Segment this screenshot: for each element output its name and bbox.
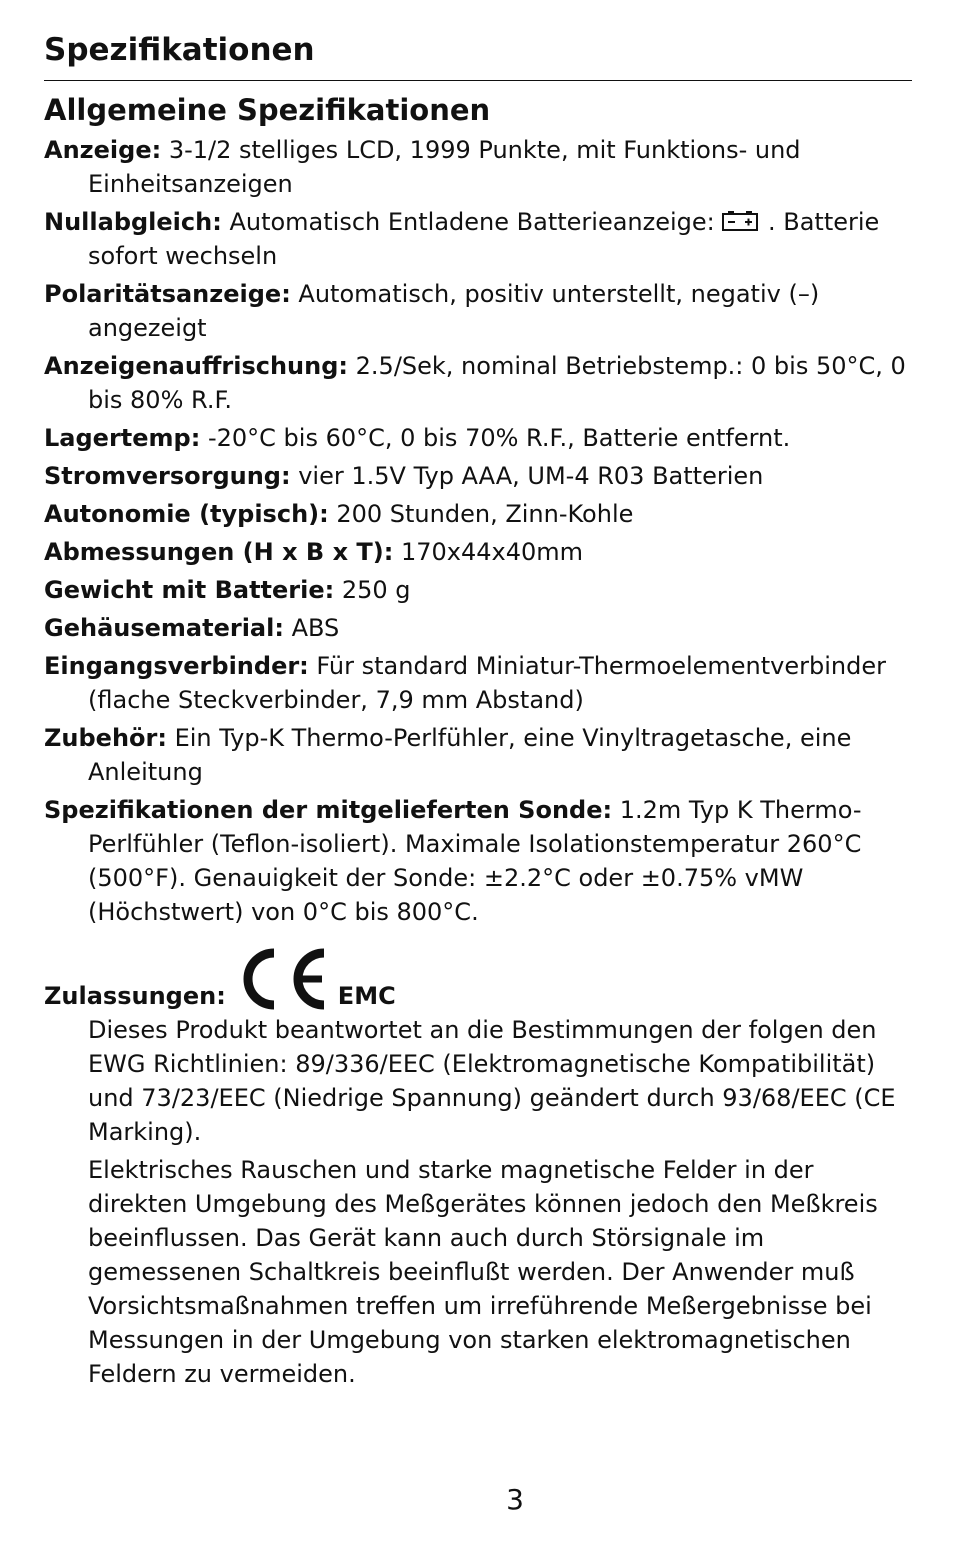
spec-label: Gewicht mit Batterie: [44,576,335,604]
manual-page [44,30,912,1395]
spec-value: vier 1.5V Typ AAA, UM-4 R03 Batterien [290,462,764,490]
spec-value: Automatisch Entladene Batterieanzeige: [221,208,723,236]
spec-storage-temp [44,421,912,455]
approvals-paragraph: Dieses Produkt beantwortet an die Bestimmungen der folgen den EWG Richtlinien: 89/336/EEC (Elektromagnetische Kompatibilität) und 73/23/EEC (Niedrige Spannung) geändert durch 93/68/EEC (CE Marking). [88,1016,896,1146]
spec-value: 200 Stunden, Zinn-Kohle [328,500,634,528]
spec-battery-life [44,497,912,531]
spec-value: 1.2m Typ K Thermo-Perlfühler (Teflon-isoliert). Maximale Isolationstemperatur 260°C (500°F). Genauigkeit der Sonde: ±2.2°C oder ±0.75% vMW (Höchstwert) von 0°C bis 800°C. [88,796,862,926]
battery-icon [722,210,760,232]
spec-label: Nullabgleich: [44,208,222,236]
spec-value: -20°C bis 60°C, 0 bis 70% R.F., Batterie entfernt. [200,424,791,452]
spec-polarity [44,277,912,345]
spec-label: Zubehör: [44,724,167,752]
ce-mark-icon [234,947,330,1011]
spec-refresh [44,349,912,417]
general-specs-title: Allgemeine Spezifikationen [44,93,491,127]
spec-value: 3-1/2 stelliges LCD, 1999 Punkte, mit Funktions- und Einheitsanzeigen [88,136,801,198]
spec-value: Automatisch, positiv unterstellt, negativ (–) angezeigt [88,280,820,342]
spec-zero-adjust [44,205,912,273]
spec-label: Eingangsverbinder: [44,652,309,680]
spec-value-after-icon: . Batterie sofort wechseln [88,208,880,270]
approvals-paragraph: Elektrisches Rauschen und starke magnetische Felder in der direkten Umgebung des Meßgerätes können jedoch den Meßkreis beeinflussen. Das Gerät kann auch durch Störsignale im gemessenen Schaltkreis beeinflußt werden. Der Anwender muß Vorsichtsmaßnahmen treffen um irreführende Meßergebnisse bei Messungen in der Umgebung von starken elektromagnetischen Feldern zu vermeiden. [88,1156,878,1388]
spec-value: 250 g [334,576,411,604]
spec-label: Abmessungen (H x B x T): [44,538,394,566]
spec-label: Anzeige: [44,136,162,164]
spec-housing [44,611,912,645]
spec-label: Anzeigenauffrischung: [44,352,349,380]
spec-value: Für standard Miniatur-Thermoelementverbinder (flache Steckverbinder, 7,9 mm Abstand) [88,652,886,714]
spec-probe [44,793,912,929]
spec-label: Gehäusematerial: [44,614,284,642]
spec-weight [44,573,912,607]
spec-input-connector [44,649,912,717]
spec-power-supply [44,459,912,493]
emc-label: EMC [337,982,396,1010]
spec-label: Spezifikationen der mitgelieferten Sonde: [44,796,613,824]
spec-label: Stromversorgung: [44,462,291,490]
spec-label: Autonomie (typisch): [44,500,329,528]
approvals-heading [44,947,912,1013]
spec-list [44,133,912,929]
section-title: Spezifikationen [44,30,912,81]
spec-display [44,133,912,201]
spec-value: ABS [283,614,340,642]
spec-value: 170x44x40mm [393,538,584,566]
spec-label: Polaritätsanzeige: [44,280,291,308]
spec-value: 2.5/Sek, nominal Betriebstemp.: 0 bis 50°C, 0 bis 80% R.F. [88,352,906,414]
spec-value: Ein Typ-K Thermo-Perlfühler, eine Vinyltragetasche, eine Anleitung [88,724,852,786]
spec-dimensions [44,535,912,569]
spec-label: Lagertemp: [44,424,201,452]
approvals-label: Zulassungen: [44,982,226,1010]
spec-accessories [44,721,912,789]
page-number: 3 [506,1483,524,1516]
